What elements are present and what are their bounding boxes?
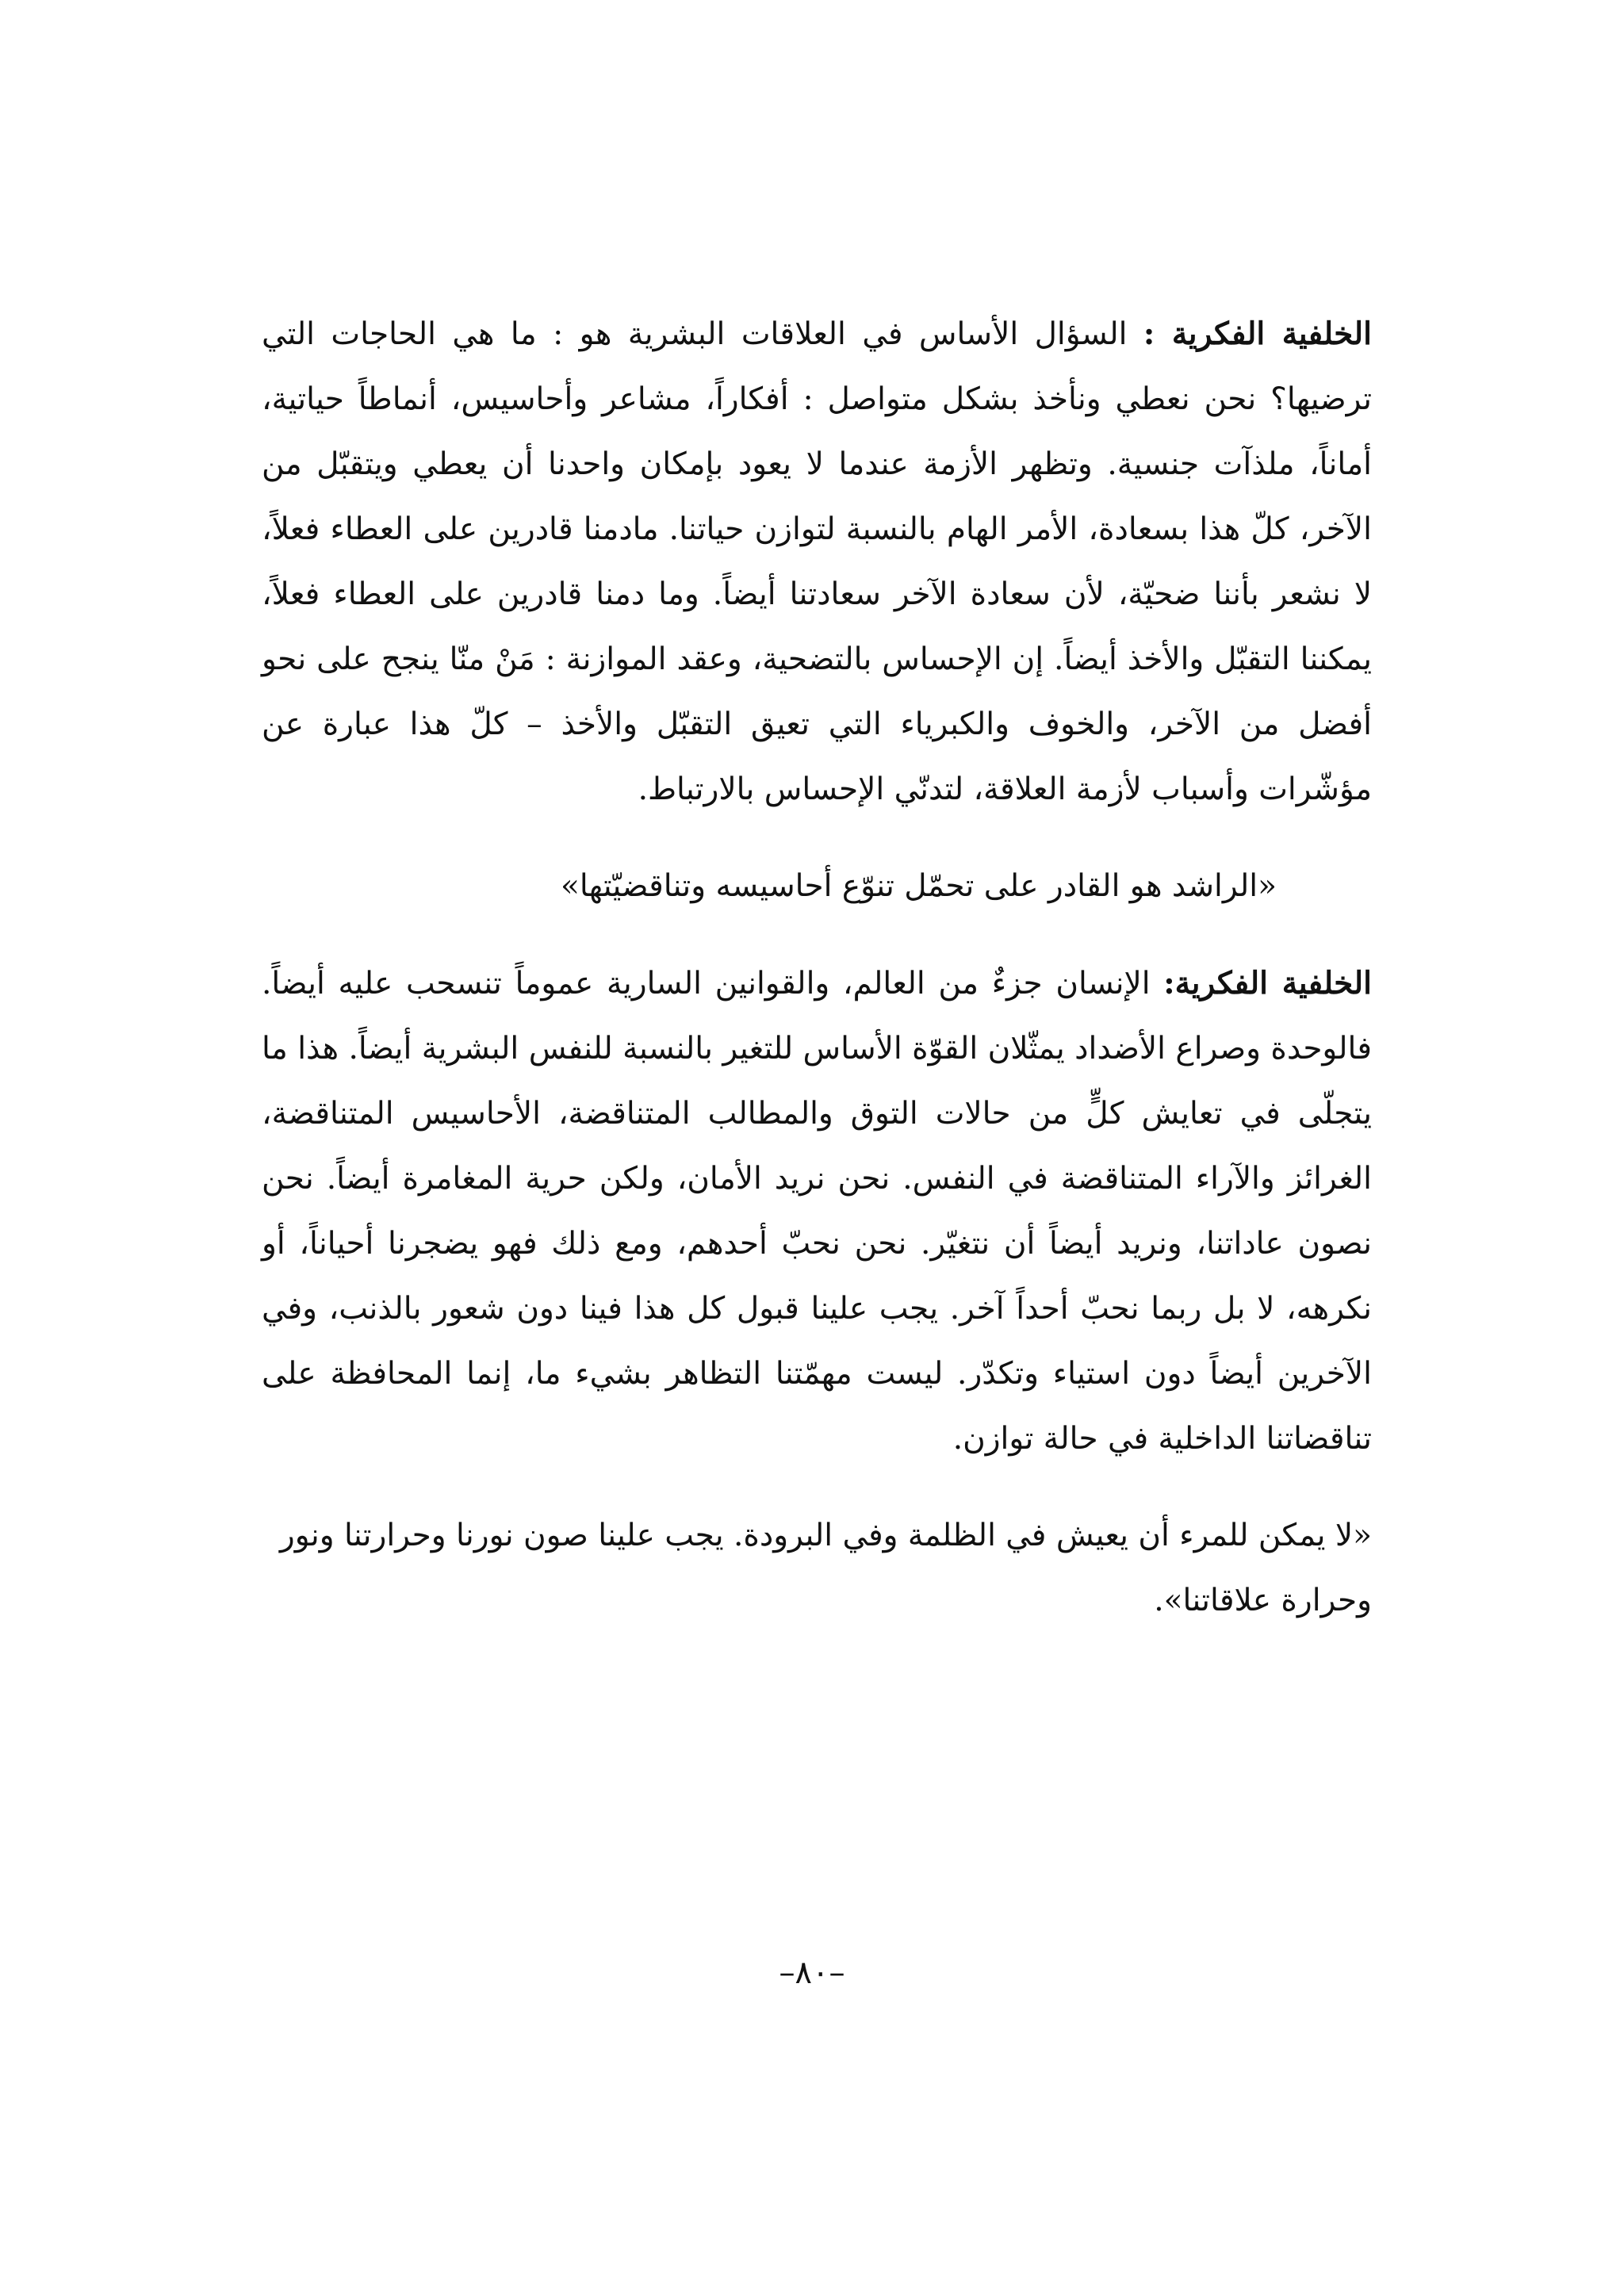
paragraph-1-text: السؤال الأساس في العلاقات البشرية هو : ما هي الحاجات التي ترضيها؟ نحن نعطي ونأخذ بشكل متواصل : أفكاراً، مشاعر وأحاسيس، أنماطاً حياتية، أماناً، ملذآت جنسية. وتظهر الأزمة عندما لا يعود بإمكان واحدنا أن يعطي ويتقبّل من الآخر، كلّ هذا بسعادة، الأمر الهام بالنسبة لتوازن حياتنا. مادمنا قادرين على العطاء فعلاً، لا نشعر بأننا ضحيّة، لأن سعادة الآخر سعادتنا أيضاً. وما دمنا قادرين على العطاء فعلاً، يمكننا التقبّل والأخذ أيضاً. إن الإحساس بالتضحية، وعقد الموازنة : مَنْ منّا ينجح على نحو أفضل من الآخر، والخوف والكبرياء التي تعيق التقبّل والأخذ – كلّ هذا عبارة عن مؤشّرات وأسباب لأزمة العلاقة، لتدنّي الإحساس بالارتباط. <box>262 316 1372 807</box>
page-number: –٨٠– <box>779 1955 845 1991</box>
paragraph-1 <box>262 301 1372 822</box>
paragraph-2-lead: الخلفية الفكرية: <box>1163 965 1372 1001</box>
page-body <box>262 301 1372 1633</box>
paragraph-2-text: الإنسان جزءٌ من العالم، والقوانين السارية عموماً تنسحب عليه أيضاً. فالوحدة وصراع الأضداد يمثّلان القوّة الأساس للتغير بالنسبة للنفس البشرية أيضاً. هذا ما يتجلّى في تعايش كلٍّ من حالات التوق والمطالب المتناقضة، الأحاسيس المتناقضة، الغرائز والآراء المتناقضة في النفس. نحن نريد الأمان، ولكن حرية المغامرة أيضاً. نحن نصون عاداتنا، ونريد أيضاً أن نتغيّر. نحن نحبّ أحدهم، ومع ذلك فهو يضجرنا أحياناً، أو نكرهه، لا بل ربما نحبّ أحداً آخر. يجب علينا قبول كل هذا فينا دون شعور بالذنب، وفي الآخرين أيضاً دون استياء وتكدّر. ليست مهمّتنا التظاهر بشيء ما، إنما المحافظة على تناقضاتنا الداخلية في حالة توازن. <box>262 966 1372 1457</box>
paragraph-2 <box>262 951 1372 1472</box>
quote-1: «الراشد هو القادر على تحمّل تنوّع أحاسيسه وتناقضيّتها» <box>561 868 1277 904</box>
quote-2: «لا يمكن للمرء أن يعيش في الظلمة وفي البرودة. يجب علينا صون نورنا وحرارتنا ونور وحرارة علاقاتنا». <box>279 1518 1372 1618</box>
paragraph-1-lead: الخلفية الفكرية : <box>1143 316 1372 352</box>
